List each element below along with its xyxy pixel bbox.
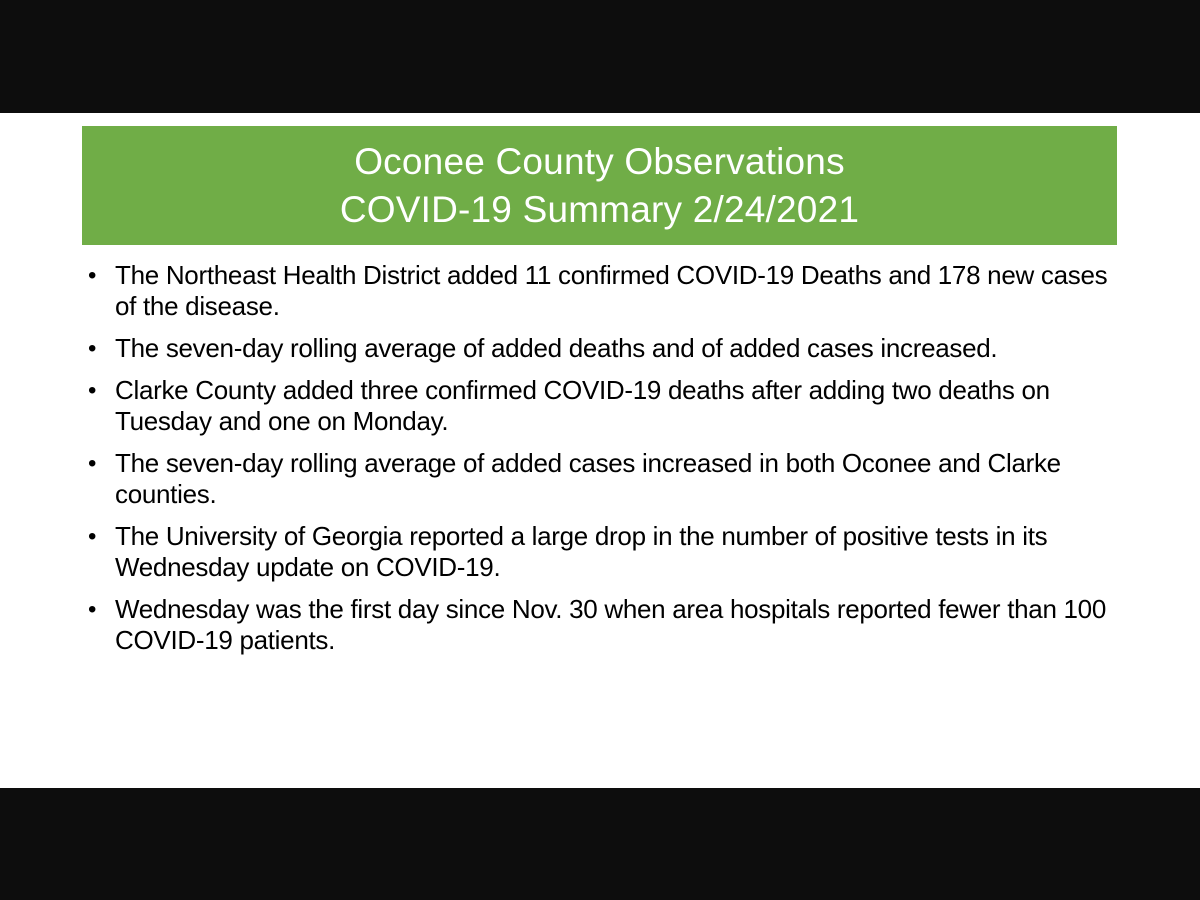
bullet-text: Wednesday was the first day since Nov. 30 when area hospitals reported fewer than 100 COVID-19 patients. [115, 594, 1107, 655]
bullet-icon: • [88, 450, 97, 477]
slide [0, 113, 1200, 788]
bullet-item [88, 521, 1118, 583]
bullet-item [88, 375, 1118, 437]
bullet-icon: • [88, 523, 97, 550]
bullet-text: The seven-day rolling average of added cases increased in both Oconee and Clarke counties. [115, 448, 1061, 509]
bullet-text: The University of Georgia reported a large drop in the number of positive tests in its Wednesday update on COVID-19. [115, 521, 1048, 582]
slide-title: Oconee County Observations [354, 140, 845, 182]
bullet-item [88, 260, 1118, 322]
bullet-icon: • [88, 262, 97, 289]
bullet-item [88, 594, 1118, 656]
bullet-item [88, 333, 1118, 364]
slide-subtitle: COVID-19 Summary 2/24/2021 [339, 188, 860, 230]
bullet-text: The seven-day rolling average of added deaths and of added cases increased. [115, 333, 998, 363]
bullet-list [88, 260, 1118, 667]
bullet-text: Clarke County added three confirmed COVID-19 deaths after adding two deaths on Tuesday and one on Monday. [115, 375, 1050, 436]
title-banner [82, 126, 1117, 245]
bullet-text: The Northeast Health District added 11 confirmed COVID-19 Deaths and 178 new cases of the disease. [115, 260, 1108, 321]
bullet-icon: • [88, 377, 97, 404]
bullet-icon: • [88, 335, 97, 362]
bullet-item [88, 448, 1118, 510]
bullet-icon: • [88, 596, 97, 623]
